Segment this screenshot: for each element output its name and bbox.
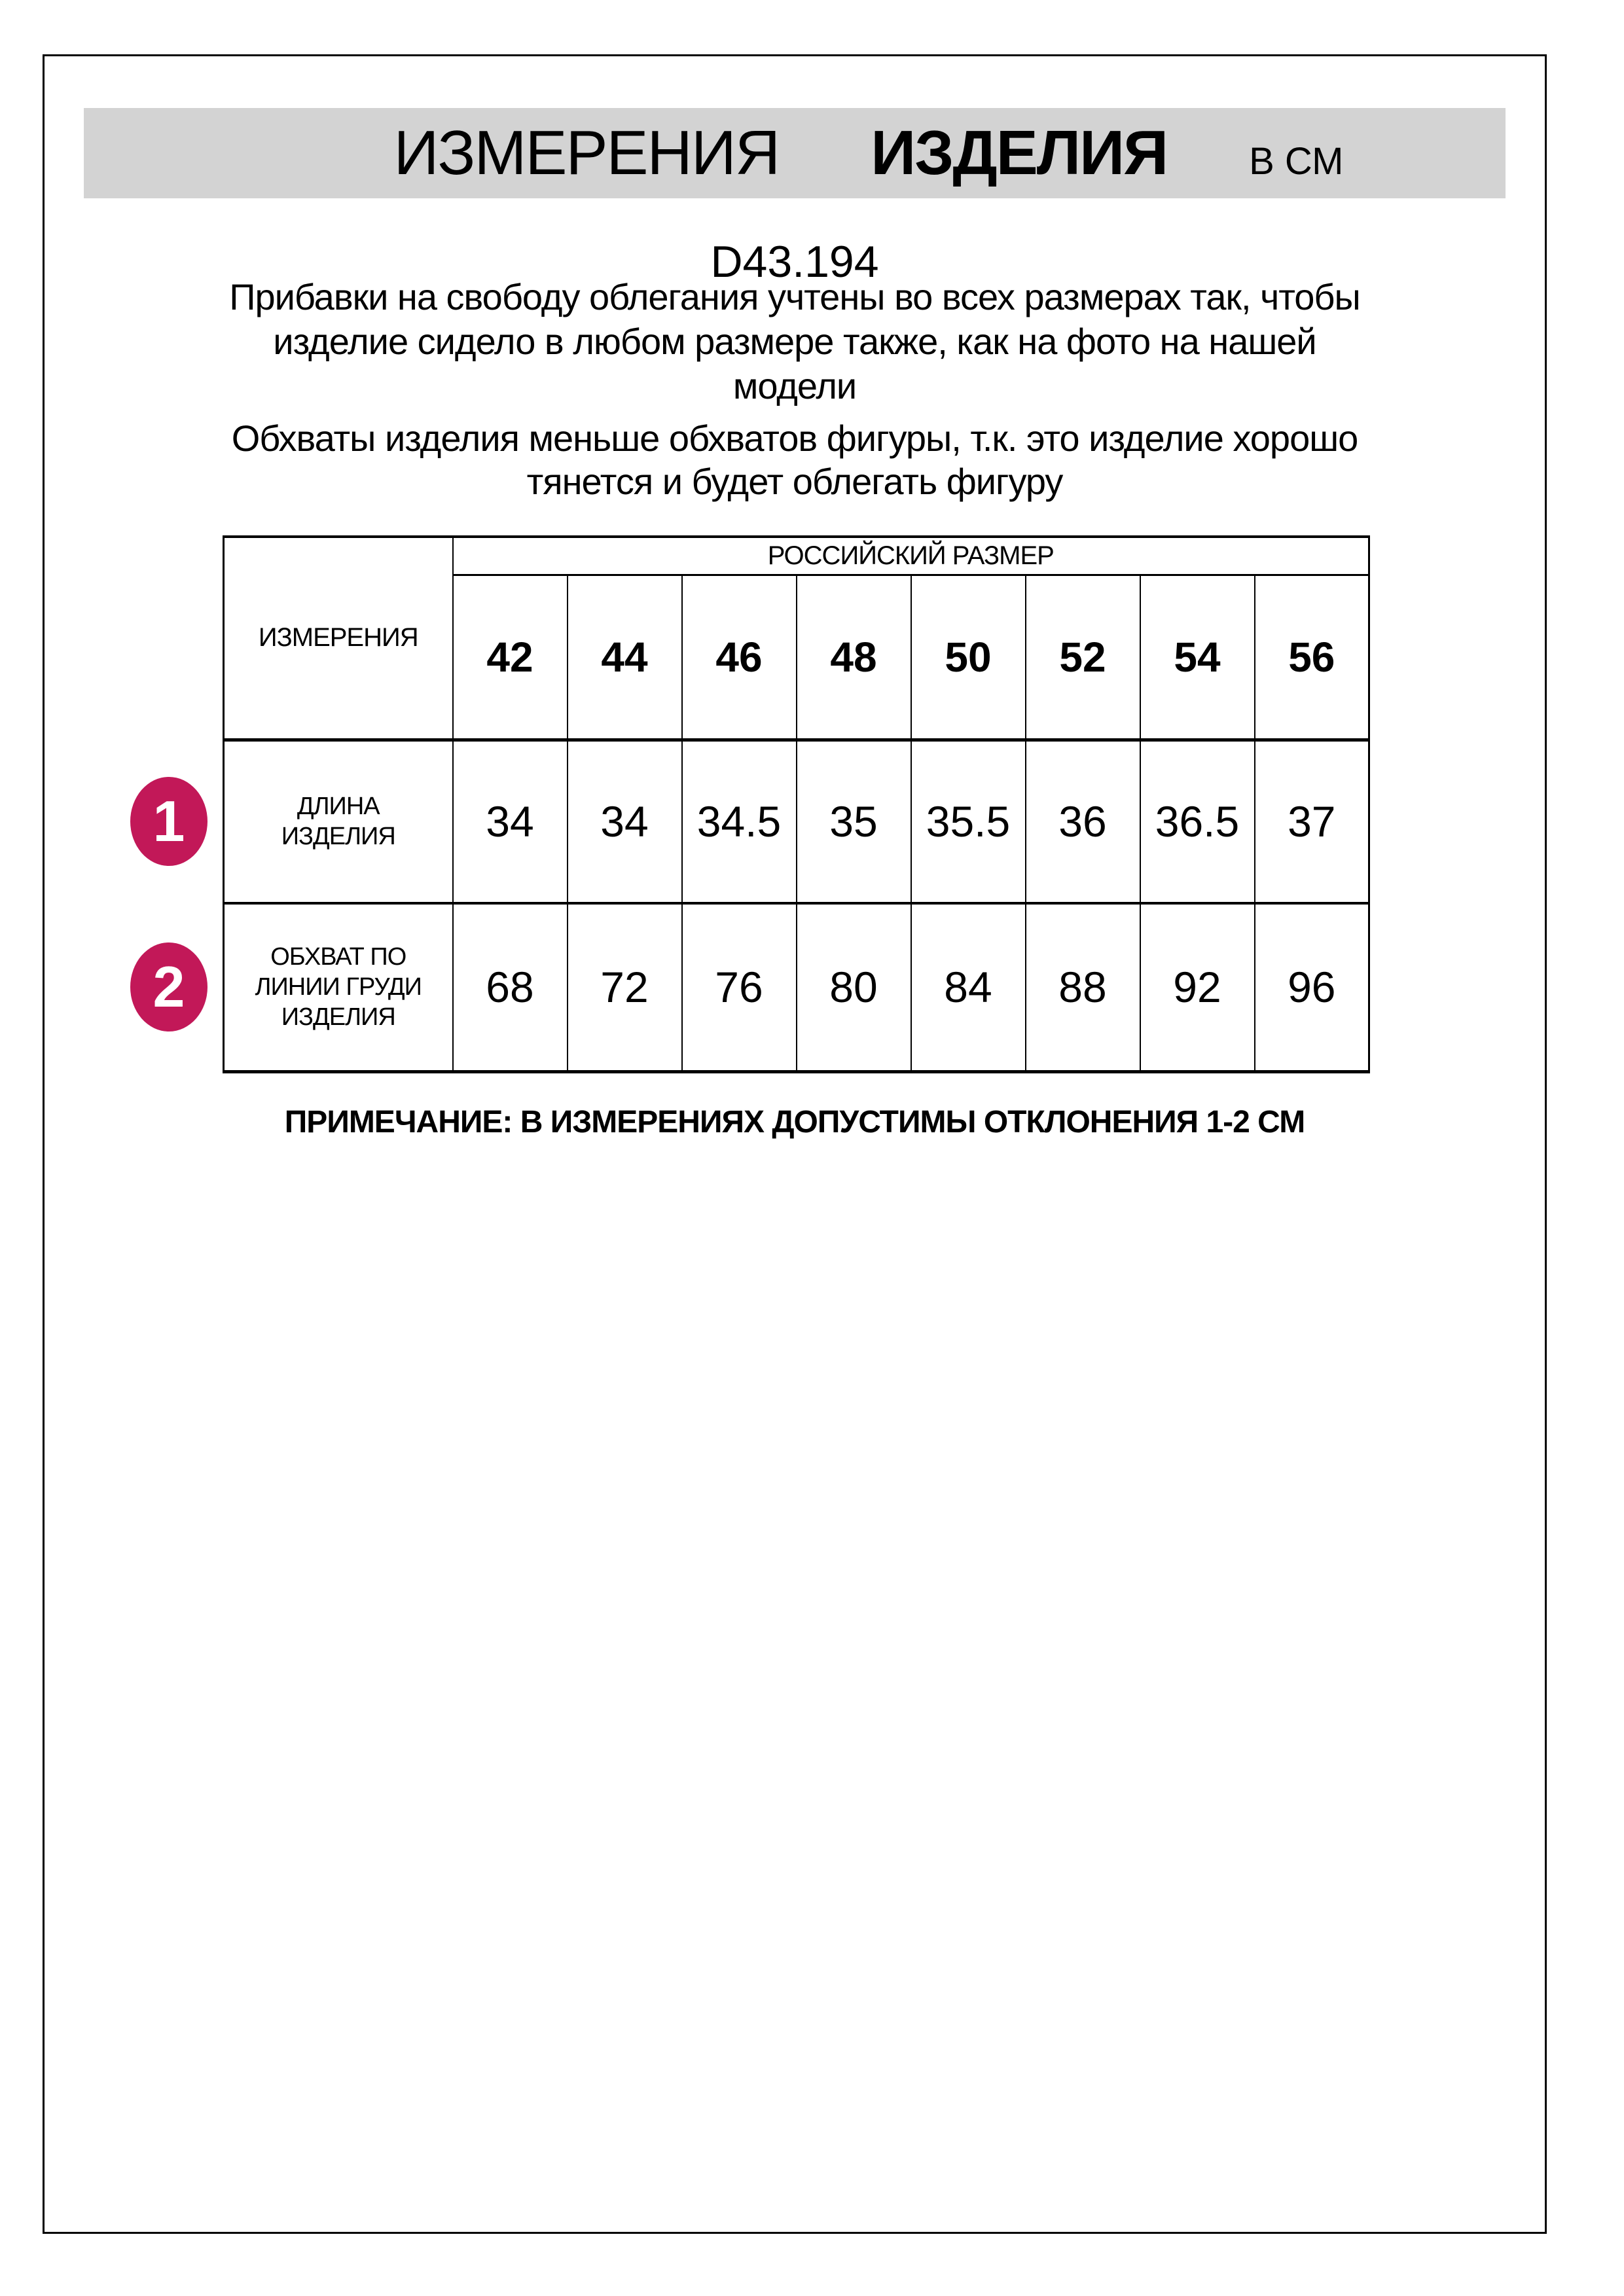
page-title <box>394 117 1344 189</box>
table-cell: 37 <box>1255 740 1369 903</box>
table-cell: 88 <box>1026 903 1140 1071</box>
table-cell: 34 <box>568 740 682 903</box>
intro-paragraph-fit-line: изделие сидело в любом размере также, как на фото на нашей <box>273 321 1316 362</box>
table-cell: 92 <box>1140 903 1255 1071</box>
table-cell: 36 <box>1026 740 1140 903</box>
page-border <box>43 54 1547 2234</box>
table-cell: 35.5 <box>911 740 1026 903</box>
table-cell: 34 <box>453 740 568 903</box>
intro-paragraph-fit-line: модели <box>732 365 857 406</box>
table-cell: 34.5 <box>682 740 797 903</box>
row-number-badge: 2 <box>130 942 208 1031</box>
table-cell: 68 <box>453 903 568 1071</box>
size-table <box>223 535 1370 1073</box>
size-column-header: 54 <box>1140 575 1255 740</box>
table-cell: 76 <box>682 903 797 1071</box>
title-banner <box>84 108 1506 198</box>
title-unit-cm: В СМ <box>1249 140 1344 183</box>
table-cell: 84 <box>911 903 1026 1071</box>
title-word-product: ИЗДЕЛИЯ <box>871 118 1168 188</box>
intro-paragraph-fit-line: Прибавки на свободу облегания учтены во всех размерах так, чтобы <box>229 276 1360 317</box>
size-column-header: 50 <box>911 575 1026 740</box>
size-column-header: 42 <box>453 575 568 740</box>
row-number-badge: 1 <box>130 777 208 866</box>
row-label-length: ДЛИНА ИЗДЕЛИЯ <box>224 740 453 903</box>
table-cell: 35 <box>797 740 911 903</box>
intro-paragraph-stretch-line: Обхваты изделия меньше обхватов фигуры, т.к. это изделие хорошо <box>231 418 1358 459</box>
table-cell: 36.5 <box>1140 740 1255 903</box>
table-corner-header: ИЗМЕРЕНИЯ <box>224 537 453 740</box>
size-column-header: 52 <box>1026 575 1140 740</box>
size-column-header: 48 <box>797 575 911 740</box>
intro-paragraph-fit <box>45 275 1545 408</box>
note-text: ПРИМЕЧАНИЕ: В ИЗМЕРЕНИЯХ ДОПУСТИМЫ ОТКЛОНЕНИЯ 1-2 СМ <box>284 1105 1305 1139</box>
size-column-header: 46 <box>682 575 797 740</box>
product-code: D43.194 <box>710 237 879 287</box>
size-column-header: 44 <box>568 575 682 740</box>
intro-paragraph-stretch <box>45 417 1545 503</box>
intro-paragraph-stretch-line: тянется и будет облегать фигуру <box>526 461 1063 502</box>
table-group-header: РОССИЙСКИЙ РАЗМЕР <box>453 537 1369 575</box>
row-label-chest: ОБХВАТ ПО ЛИНИИ ГРУДИ ИЗДЕЛИЯ <box>224 903 453 1071</box>
table-cell: 96 <box>1255 903 1369 1071</box>
size-column-header: 56 <box>1255 575 1369 740</box>
table-row-chest <box>224 903 1369 1071</box>
title-word-measurements: ИЗМЕРЕНИЯ <box>393 118 780 188</box>
table-row-length <box>224 740 1369 903</box>
table-cell: 80 <box>797 903 911 1071</box>
table-cell: 72 <box>568 903 682 1071</box>
